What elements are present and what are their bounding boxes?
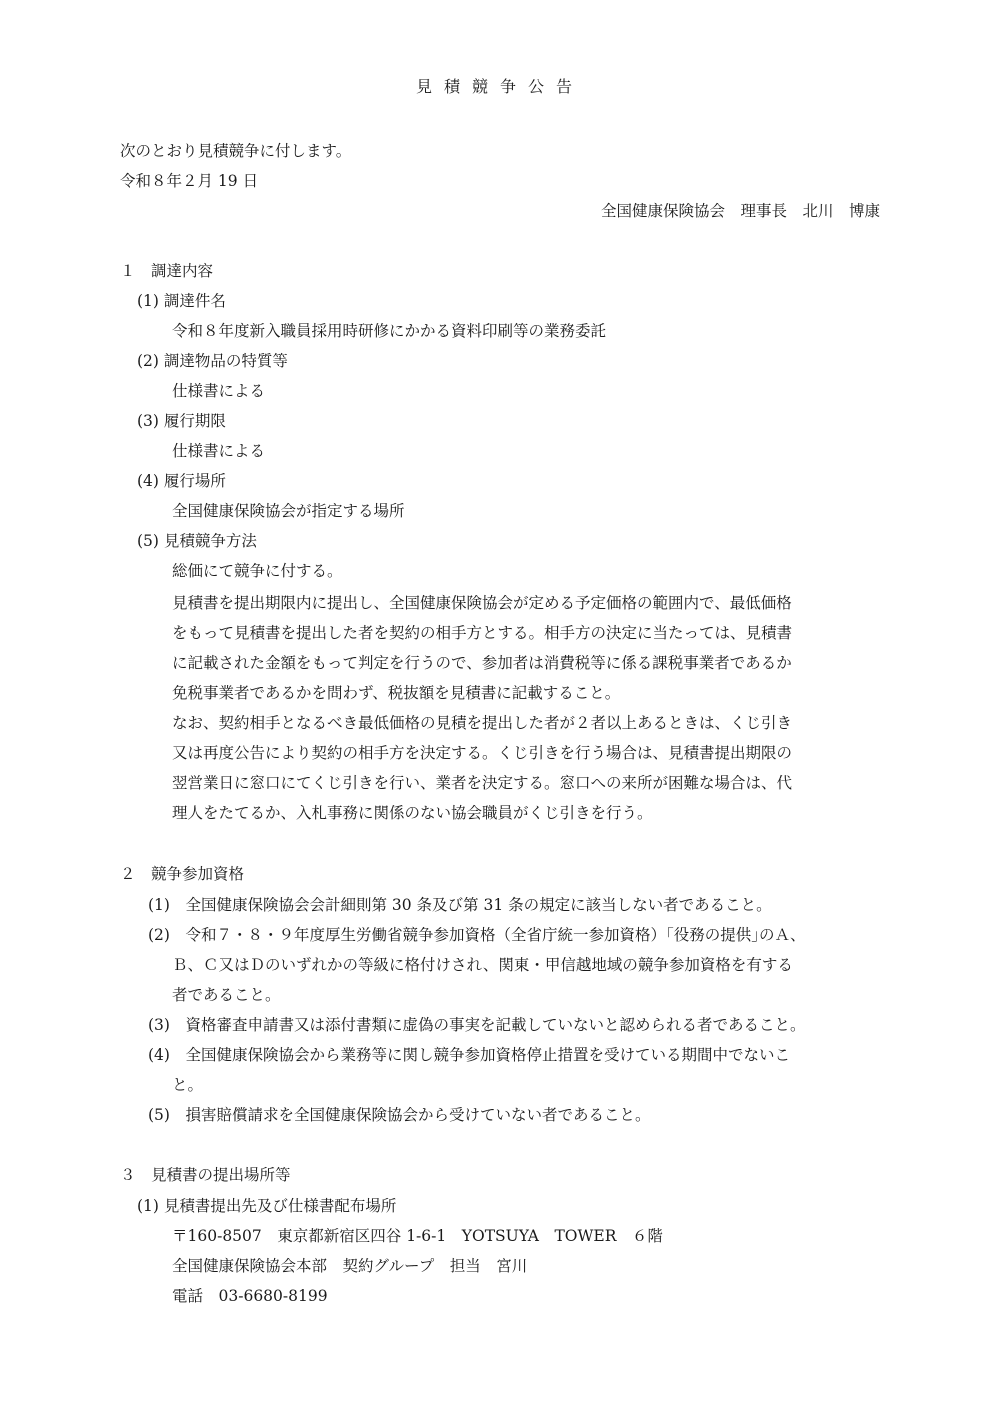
- s1-item-2-text: 仕様書による: [172, 382, 266, 400]
- s3-item-1-label: (1) 見積書提出先及び仕様書配布場所: [137, 1197, 397, 1215]
- s1-item-5-para-2-line: に記載された金額をもって判定を行うので、参加者は消費税等に係る課税事業者であるか: [172, 654, 792, 672]
- s1-item-4-text: 全国健康保険協会が指定する場所: [172, 502, 405, 520]
- s2-qualification-5: (5) 損害賠償請求を全国健康保険協会から受けていない者であること。: [148, 1106, 651, 1124]
- s1-item-3-text: 仕様書による: [172, 442, 266, 460]
- s1-item-5-label: (5) 見積競争方法: [137, 532, 257, 550]
- s1-item-1-text: 令和８年度新入職員採用時研修にかかる資料印刷等の業務委託: [172, 322, 607, 340]
- s3-telephone: 電話 03-6680-8199: [172, 1287, 328, 1305]
- s1-item-5-para-3-line: 理人をたてるか、入札事務に関係のない協会職員がくじ引きを行う。: [172, 804, 653, 822]
- section-1-heading: １ 調達内容: [120, 262, 214, 280]
- notice-date: 令和８年２月 19 日: [120, 172, 259, 190]
- s1-item-5-para-2-line: をもって見積書を提出した者を契約の相手方とする。相手方の決定に当たっては、見積書: [172, 624, 793, 642]
- s2-qualification-2-line: Ｂ、Ｃ又はＤのいずれかの等級に格付けされ、関東・甲信越地域の競争参加資格を有する: [172, 956, 793, 974]
- s3-address: 〒160-8507 東京都新宿区四谷 1-6-1 YOTSUYA TOWER ６階: [172, 1227, 663, 1245]
- s1-item-5-para-3-line: 又は再度公告により契約の相手方を決定する。くじ引きを行う場合は、見積書提出期限の: [172, 744, 793, 762]
- s2-qualification-2-line: (2) 令和７・８・９年度厚生労働省競争参加資格（全省庁統一参加資格）｢役務の提供｣のＡ、: [148, 926, 806, 944]
- section-3-heading: ３ 見積書の提出場所等: [120, 1166, 291, 1184]
- s3-department: 全国健康保険協会本部 契約グループ 担当 宮川: [172, 1257, 528, 1275]
- page-title: 見積競争公告: [415, 77, 584, 96]
- s2-qualification-2-line: 者であること。: [172, 986, 281, 1004]
- s1-item-5-para-3-line: 翌営業日に窓口にてくじ引きを行い、業者を決定する。窓口への来所が困難な場合は、代: [172, 774, 793, 792]
- intro-text: 次のとおり見積競争に付します。: [120, 142, 352, 160]
- s2-qualification-3: (3) 資格審査申請書又は添付書類に虚偽の事実を記載していないと認められる者であること。: [148, 1016, 806, 1034]
- s1-item-5-para-1: 総価にて競争に付する。: [172, 562, 343, 580]
- issuer: 全国健康保険協会 理事長 北川 博康: [600, 202, 880, 220]
- s1-item-4-label: (4) 履行場所: [137, 472, 226, 490]
- s1-item-1-label: (1) 調達件名: [137, 292, 226, 310]
- s2-qualification-4-line: (4) 全国健康保険協会から業務等に関し競争参加資格停止措置を受けている期間中でないこ: [148, 1046, 790, 1064]
- s1-item-5-para-3-line: なお、契約相手となるべき最低価格の見積を提出した者が２者以上あるときは、くじ引き: [172, 714, 793, 732]
- s1-item-3-label: (3) 履行期限: [137, 412, 226, 430]
- s1-item-2-label: (2) 調達物品の特質等: [137, 352, 288, 370]
- s1-item-5-para-2-line: 見積書を提出期限内に提出し、全国健康保険協会が定める予定価格の範囲内で、最低価格: [172, 594, 792, 612]
- section-2-heading: ２ 競争参加資格: [120, 865, 245, 883]
- s2-qualification-1: (1) 全国健康保険協会会計細則第 30 条及び第 31 条の規定に該当しない者であること。: [148, 896, 772, 914]
- s1-item-5-para-2-line: 免税事業者であるかを問わず、税抜額を見積書に記載すること。: [172, 684, 621, 702]
- s2-qualification-4-line: と。: [172, 1076, 204, 1094]
